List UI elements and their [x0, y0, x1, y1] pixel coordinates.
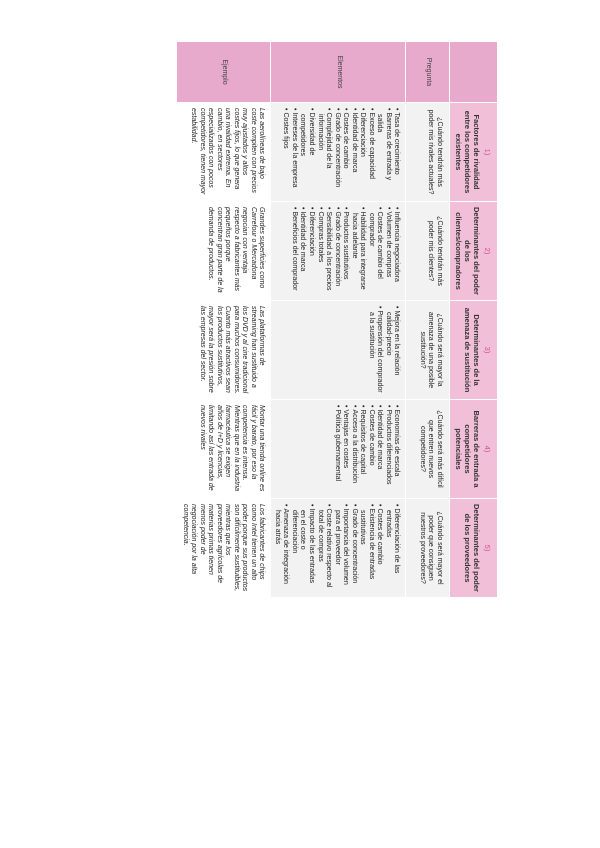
column-number: 5)	[483, 544, 492, 552]
elements-list	[289, 207, 400, 295]
element-item: • Requisitos de capital	[358, 405, 367, 493]
header-row	[450, 42, 497, 597]
element-item: • Intereses de la empresa	[289, 108, 298, 196]
question-cell-2: ¿Cuándo tendrán más poder mis clientes?	[406, 202, 450, 301]
element-item: • Identidad de marca	[298, 207, 307, 295]
element-item: • Exceso de capacidad	[366, 108, 375, 196]
element-item: • Grado de concentración	[332, 207, 341, 295]
example-cell-4	[177, 400, 271, 499]
question-row	[406, 42, 450, 597]
element-item: • Ventajas en costes	[341, 405, 350, 493]
example-cell-3	[177, 301, 271, 400]
column-title: Determinantes del poder de los clientes/compradores	[453, 207, 481, 295]
column-number: 4)	[483, 445, 492, 453]
element-item: • Productos sustitutivos	[341, 207, 350, 295]
element-item: • Habilidad para integrarse hacia adelante	[349, 207, 366, 295]
elements-list	[281, 108, 400, 196]
element-item: • Amenaza de integración hacia atrás	[272, 504, 289, 592]
elements-list	[332, 405, 400, 493]
row-label-ejemplo: Ejemplo	[177, 42, 271, 103]
example-text: Los fabricantes de chips como Intel tienen un alto poder porque sus productos son difícilmente sustituibles, mientras que los proveedores agrícolas de materias primas tienen menos poder de negociación por la alta competencia.	[181, 504, 266, 592]
elements-list	[272, 504, 400, 592]
element-item: • Mejora en la relación calidad-precio	[383, 306, 400, 394]
column-number: 2)	[483, 247, 492, 255]
element-item: • Costes de cambio	[366, 405, 375, 493]
element-item: • Costes de cambio	[341, 108, 350, 196]
element-item: • Compras totales	[315, 207, 324, 295]
elements-cell-4	[271, 400, 406, 499]
elements-cell-3	[271, 301, 406, 400]
element-item: • Diversidad de competidores	[298, 108, 315, 196]
element-item: • Grado de concentración	[332, 108, 341, 196]
example-text: Las plataformas de streaming han sustituido a los DVD y al cine tradicional para muchos consumidores. Cuanto más atractivos sean los productos sustitutivos, mayor será la presión sobre las empresas del sector.	[198, 306, 266, 394]
element-item: • Volumen de compras	[383, 207, 392, 295]
column-number: 3)	[483, 346, 492, 354]
row-label-elementos: Elementos	[271, 42, 406, 103]
example-text: Montar una tienda online es fácil y barato, por eso la competencia es intensa. Mientras que en la industria farmacéutica se exigen años de I+D y licencias, limitando así las entrada de nuevos rivales	[198, 405, 266, 492]
header-cell-3	[450, 301, 497, 400]
example-text: Grandes superficies como Carrefour o Mercadona negocian con ventaja respecto a fabricantes más pequeños porque concentran gran parte de la demanda de productos.	[207, 207, 266, 293]
element-item: • Costes de cambio del comprador	[366, 207, 383, 295]
example-cell-5	[177, 499, 271, 597]
column-title: Determinantes de la amenaza de sustitución	[462, 307, 481, 393]
element-item: • Costes fijos	[281, 108, 290, 196]
example-cell-2	[177, 202, 271, 301]
element-item: • Impacto de las entradas en el coste o diferenciación	[289, 504, 315, 592]
elements-list	[366, 306, 400, 394]
column-title: Determinantes del poder de los proveedores	[462, 504, 481, 592]
header-cell-4	[450, 400, 497, 499]
header-cell-1	[450, 103, 497, 202]
element-item: • Complejidad de la información	[315, 108, 332, 196]
example-text: Las aerolíneas de bajo coste compiten con precios muy ajustados y altos costes fijos, lo que genera una rivalidad extrema. En cambio, en sectores especializados con pocos competidores, tienen mayor estabilidad.	[190, 108, 266, 195]
element-item: • Productos diferenciados	[383, 405, 392, 493]
element-item: • Sensibilidad a los precios	[324, 207, 333, 295]
header-cell-5	[450, 499, 497, 597]
element-item: • Costes de cambio	[375, 504, 384, 592]
element-item: • Grado de concentración	[349, 504, 358, 592]
header-cell-2	[450, 202, 497, 301]
column-title: Factores de rivalidad entre los competidores existentes	[453, 110, 481, 194]
element-item: • Diferenciación	[306, 207, 315, 295]
element-item: • Diferenciación de las entradas	[383, 504, 400, 592]
elements-cell-5	[271, 499, 406, 597]
element-item: • Influencia negociadora	[392, 207, 401, 295]
question-cell-4: ¿Cuándo será más difícil que entren nuevos competidores?	[406, 400, 450, 499]
elements-cell-1	[271, 103, 406, 202]
element-item: • Beneficios del comprador	[289, 207, 298, 295]
element-item: • Política gubernamental	[332, 405, 341, 493]
elements-cell-2	[271, 202, 406, 301]
column-number: 1)	[483, 148, 492, 156]
element-item: • Diferenciación	[358, 108, 367, 196]
element-item: • Barreras de entrada y salida	[375, 108, 392, 196]
elements-row	[271, 42, 406, 597]
element-item: • Identidad de marca	[349, 108, 358, 196]
element-item: • Existencia de entradas sustitutivas	[358, 504, 375, 592]
element-item: • Identidad de marca	[375, 405, 384, 493]
element-item: • Acceso a la distribución	[349, 405, 358, 493]
element-item: • Tasa de crecimiento	[392, 108, 401, 196]
element-item: • Coste relativo respecto al total de compras	[315, 504, 332, 592]
question-cell-3: ¿Cuándo será mayor la amenaza de una posible sustitución?	[406, 301, 450, 400]
element-item: • Importancia del volumen para el proveedor	[332, 504, 349, 592]
example-row	[177, 42, 271, 597]
example-cell-1	[177, 103, 271, 202]
column-title: Barreras de entrada a competidores potenciales	[453, 410, 481, 488]
element-item: • Economías de escala	[392, 405, 401, 493]
question-cell-1: ¿Cuándo tendrán más poder mis rivales actuales?	[406, 103, 450, 202]
question-cell-5: ¿Cuándo será mayor el poder que consiguen nuestros proveedores?	[406, 499, 450, 597]
row-label-pregunta: Pregunta	[406, 42, 450, 103]
element-item: • Propensión del comprador a la sustitución	[366, 306, 383, 394]
porter-forces-table	[177, 42, 497, 597]
corner-cell	[450, 42, 497, 103]
